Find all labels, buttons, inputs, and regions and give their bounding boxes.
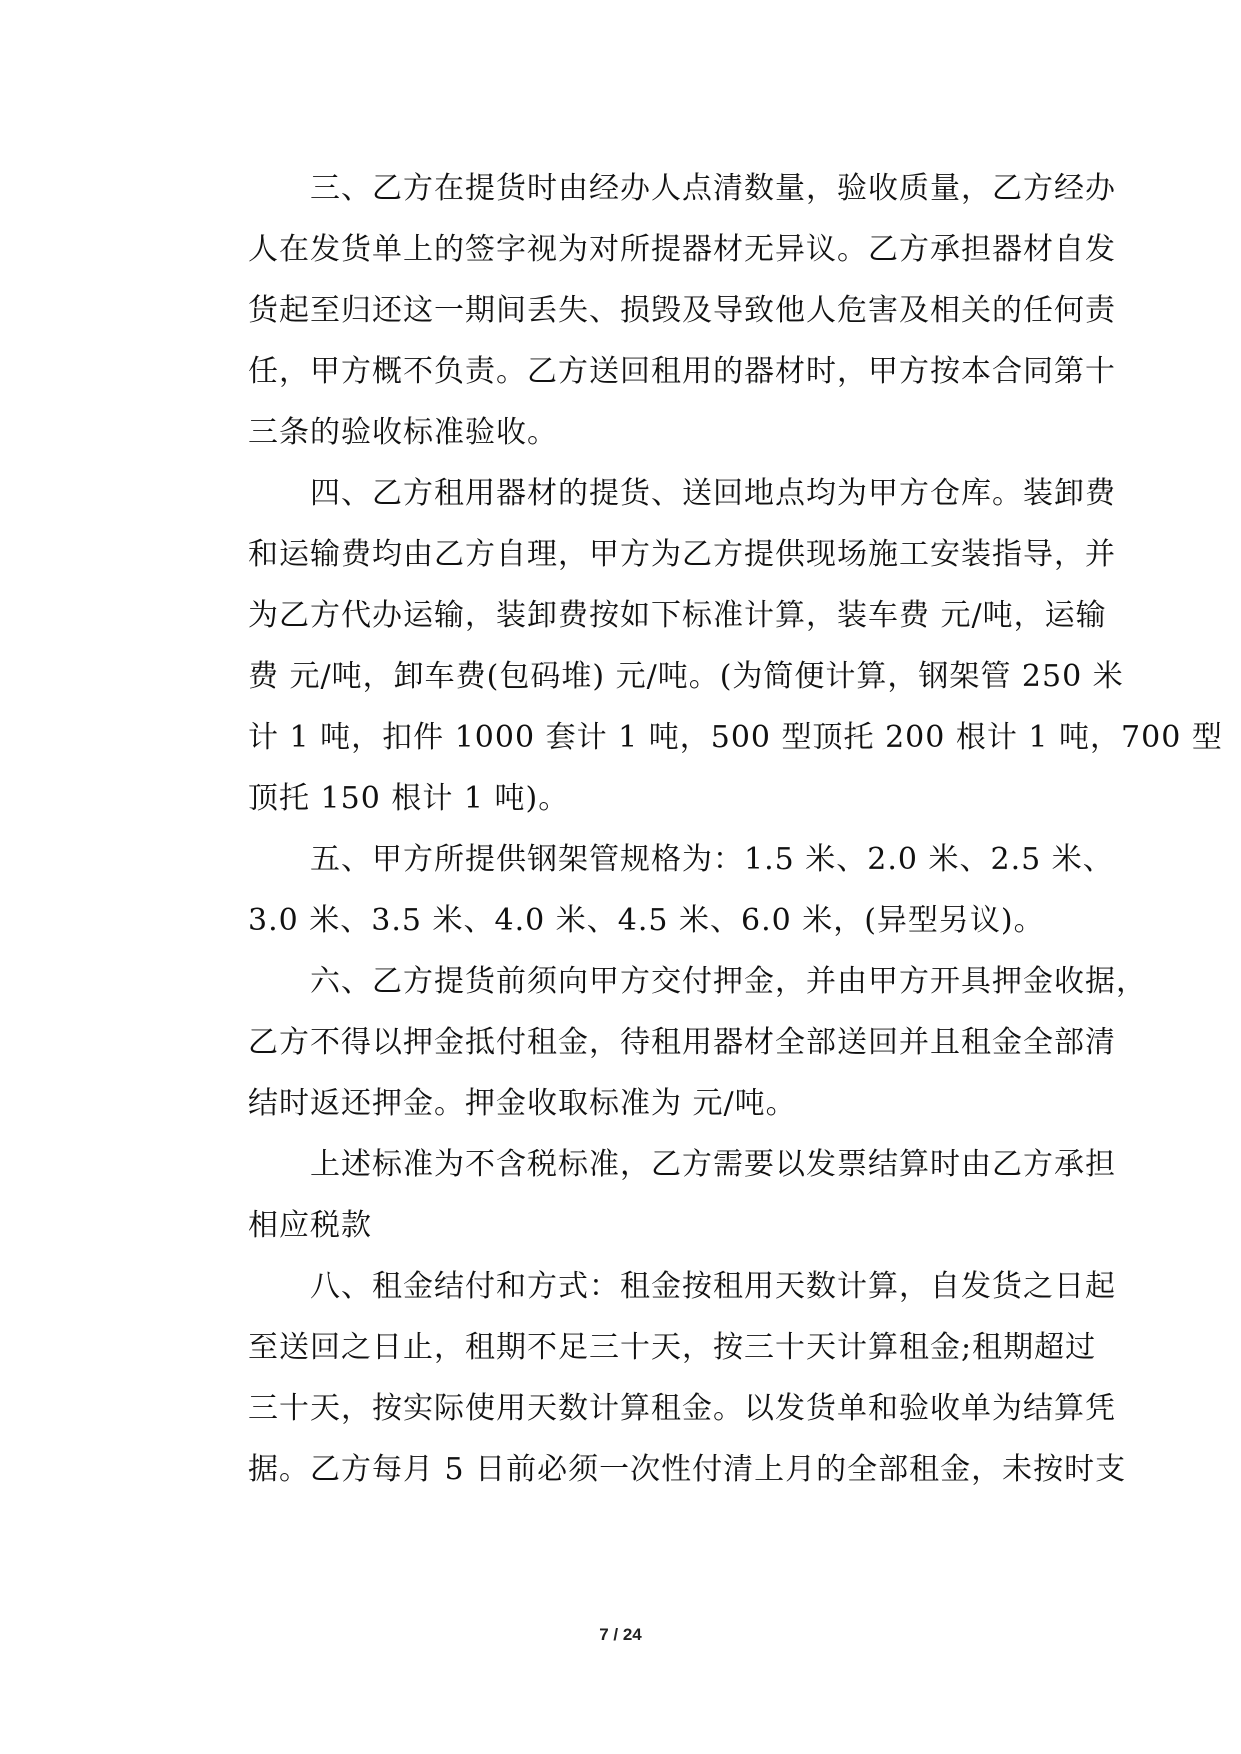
document-body (188, 158, 1223, 1500)
text-line: 3.0 米、3.5 米、4.0 米、4.5 米、6.0 米，(异型另议)。 (248, 903, 1045, 938)
text-line: 顶托 150 根计 1 吨)。 (248, 781, 570, 816)
text-line: 至送回之日止，租期不足三十天，按三十天计算租金;租期超过 (248, 1330, 1097, 1365)
text-line: 六、乙方提货前须向甲方交付押金，并由甲方开具押金收据， (310, 964, 1147, 999)
text-line: 和运输费均由乙方自理，甲方为乙方提供现场施工安装指导，并 (248, 537, 1116, 572)
clause-4-paragraph (188, 463, 1223, 829)
tax-note-paragraph (188, 1134, 1116, 1256)
text-line: 三十天，按实际使用天数计算租金。以发货单和验收单为结算凭 (248, 1391, 1116, 1426)
text-line: 五、甲方所提供钢架管规格为：1.5 米、2.0 米、2.5 米、 (310, 842, 1114, 877)
clause-6-paragraph (188, 951, 1147, 1134)
text-line: 上述标准为不含税标准，乙方需要以发票结算时由乙方承担 (310, 1147, 1116, 1182)
text-line: 计 1 吨，扣件 1000 套计 1 吨，500 型顶托 200 根计 1 吨，700 型 (248, 720, 1223, 755)
clause-5-paragraph (188, 829, 1114, 951)
text-line: 三、乙方在提货时由经办人点清数量，验收质量，乙方经办 (310, 171, 1116, 206)
text-line: 三条的验收标准验收。 (248, 415, 558, 450)
text-line: 相应税款 (248, 1208, 372, 1243)
text-line: 人在发货单上的签字视为对所提器材无异议。乙方承担器材自发 (248, 232, 1116, 267)
text-line: 任，甲方概不负责。乙方送回租用的器材时，甲方按本合同第十 (248, 354, 1116, 389)
text-line: 据。乙方每月 5 日前必须一次性付清上月的全部租金，未按时支 (248, 1452, 1127, 1487)
clause-8-paragraph (188, 1256, 1127, 1500)
text-line: 结时返还押金。押金收取标准为 元/吨。 (248, 1086, 797, 1121)
text-line: 为乙方代办运输，装卸费按如下标准计算，装车费 元/吨，运输 (248, 598, 1107, 633)
text-line: 乙方不得以押金抵付租金，待租用器材全部送回并且租金全部清 (248, 1025, 1116, 1060)
text-line: 货起至归还这一期间丢失、损毁及导致他人危害及相关的任何责 (248, 293, 1116, 328)
text-line: 四、乙方租用器材的提货、送回地点均为甲方仓库。装卸费 (310, 476, 1116, 511)
text-line: 费 元/吨，卸车费(包码堆) 元/吨。(为简便计算，钢架管 250 米 (248, 659, 1124, 694)
page-number: 7 / 24 (599, 1625, 642, 1644)
text-line: 八、租金结付和方式：租金按租用天数计算，自发货之日起 (310, 1269, 1116, 1304)
clause-3-paragraph (188, 158, 1116, 463)
